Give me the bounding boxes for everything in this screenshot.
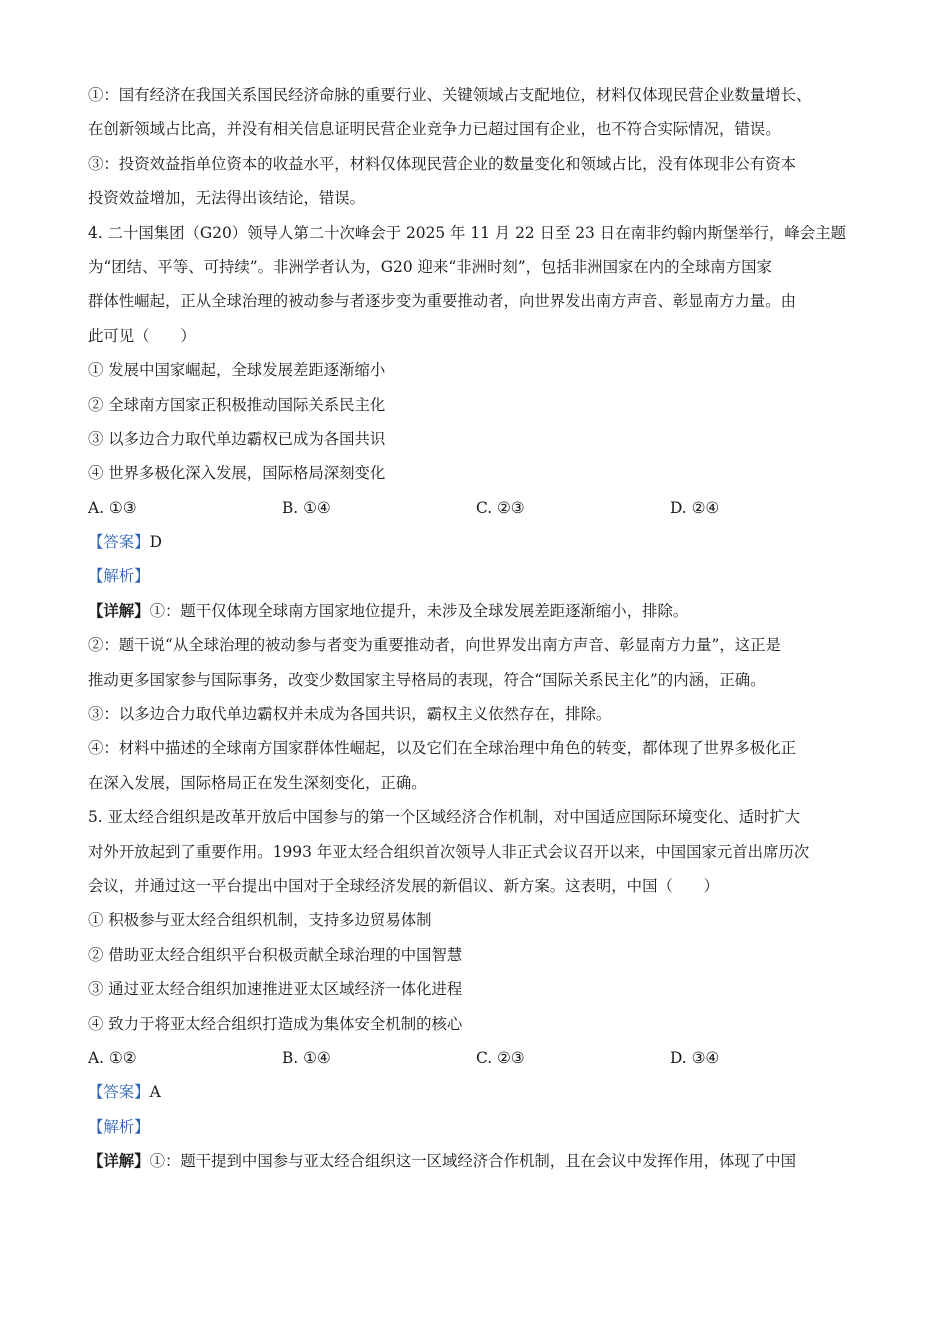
question-5 — [88, 800, 868, 1178]
question-stem-line: 为“团结、平等、可持续”。非洲学者认为，G20 迎来“非洲时刻”，包括非洲国家在内的全球南方国家 — [88, 257, 772, 276]
detail-text-line: ④：材料中描述的全球南方国家群体性崛起，以及它们在全球治理中角色的转变，都体现了世界多极化正 — [88, 739, 796, 758]
answer-line — [88, 525, 868, 559]
detail-tag: 【详解】 — [88, 1152, 150, 1171]
option-d: D. ②④ — [670, 498, 720, 517]
answer-value: D — [149, 533, 162, 552]
statement-item: ② 全球南方国家正积极推动国际关系民主化 — [88, 395, 386, 414]
detail-text-line: ②：题干说“从全球治理的被动参与者变为重要推动者，向世界发出南方声音、彰显南方力量”，这正是 — [88, 636, 781, 655]
detail-text-line: 推动更多国家参与国际事务，改变少数国家主导格局的表现，符合“国际关系民主化”的内涵，正确。 — [88, 670, 766, 689]
carry-over-line: ①：国有经济在我国关系国民经济命脉的重要行业、关键领域占支配地位，材料仅体现民营企业数量增长、 — [88, 86, 812, 104]
carry-over-line: 在创新领域占比高，并没有相关信息证明民营企业竞争力已超过国有企业，也不符合实际情况，错误。 — [88, 120, 781, 139]
statement-item: ② 借助亚太经合组织平台积极贡献全球治理的中国智慧 — [88, 945, 463, 964]
option-d: D. ③④ — [670, 1048, 720, 1067]
statement-item: ① 积极参与亚太经合组织机制，支持多边贸易体制 — [88, 911, 432, 930]
document-body — [88, 78, 868, 1179]
question-stem-line: 群体性崛起，正从全球治理的被动参与者逐步变为重要推动者，向世界发出南方声音、彰显南方力量。由 — [88, 292, 796, 311]
detail-text: ①：题干仅体现全球南方国家地位提升，未涉及全球发展差距逐渐缩小，排除。 — [149, 601, 689, 620]
statement-item: ③ 以多边合力取代单边霸权已成为各国共识 — [88, 429, 386, 448]
detail-line — [88, 1144, 868, 1178]
answer-tag: 【答案】 — [88, 533, 150, 552]
statement-item: ① 发展中国家崛起，全球发展差距逐渐缩小 — [88, 361, 386, 380]
detail-tag: 【详解】 — [88, 601, 150, 620]
question-stem-line: 对外开放起到了重要作用。1993 年亚太经合组织首次领导人非正式会议召开以来，中国国家元首出席历次 — [88, 842, 810, 861]
statement-item: ④ 世界多极化深入发展，国际格局深刻变化 — [88, 464, 386, 483]
answer-value: A — [149, 1083, 161, 1102]
option-c: C. ②③ — [476, 498, 525, 517]
answer-options — [88, 1041, 868, 1075]
carry-over-line: 投资效益增加，无法得出该结论，错误。 — [88, 189, 366, 208]
detail-text-line: 在深入发展，国际格局正在发生深刻变化，正确。 — [88, 773, 427, 792]
analysis-line — [88, 559, 868, 593]
option-b: B. ①④ — [282, 498, 331, 517]
statement-item: ③ 通过亚太经合组织加速推进亚太区域经济一体化进程 — [88, 980, 463, 999]
answer-line — [88, 1075, 868, 1109]
question-stem-line: 会议，并通过这一平台提出中国对于全球经济发展的新倡议、新方案。这表明，中国（ ） — [88, 876, 720, 895]
option-b: B. ①④ — [282, 1048, 331, 1067]
detail-text-line: ③：以多边合力取代单边霸权并未成为各国共识，霸权主义依然存在，排除。 — [88, 705, 612, 724]
option-c: C. ②③ — [476, 1048, 525, 1067]
question-stem-line: 5. 亚太经合组织是改革开放后中国参与的第一个区域经济合作机制，对中国适应国际环境变化、适时扩大 — [88, 808, 801, 827]
statement-item: ④ 致力于将亚太经合组织打造成为集体安全机制的核心 — [88, 1014, 463, 1033]
answer-tag: 【答案】 — [88, 1083, 150, 1102]
question-4 — [88, 216, 868, 801]
detail-line — [88, 594, 868, 628]
question-stem-line: 4. 二十国集团（G20）领导人第二十次峰会于 2025 年 11 月 22 日至 23 日在南非约翰内斯堡举行，峰会主题 — [88, 223, 846, 242]
analysis-line — [88, 1110, 868, 1144]
option-a: A. ①③ — [88, 498, 137, 517]
analysis-tag: 【解析】 — [88, 1117, 150, 1136]
carry-over-line: ③：投资效益指单位资本的收益水平，材料仅体现民营企业的数量变化和领域占比，没有体现非公有资本 — [88, 154, 796, 173]
option-a: A. ①② — [88, 1048, 137, 1067]
answer-options — [88, 491, 868, 525]
question-stem-line: 此可见（ ） — [88, 326, 196, 345]
detail-text: ①：题干提到中国参与亚太经合组织这一区域经济合作机制，且在会议中发挥作用，体现了中国 — [149, 1152, 796, 1171]
analysis-tag: 【解析】 — [88, 567, 150, 586]
